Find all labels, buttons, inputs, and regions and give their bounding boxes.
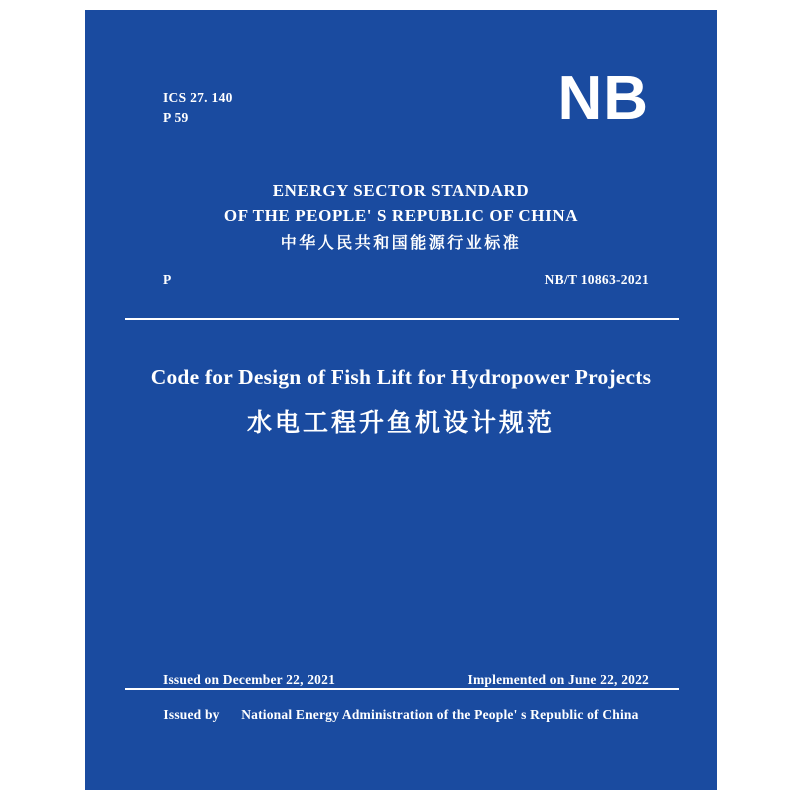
- ics-code: ICS 27. 140: [163, 90, 233, 105]
- issuer-label: Issued by: [163, 707, 220, 722]
- implemented-date: Implemented on June 22, 2022: [467, 672, 649, 687]
- standard-header-line3-chinese: 中华人民共和国能源行业标准: [280, 233, 522, 252]
- document-title-english: Code for Design of Fish Lift for Hydropower Projects: [150, 365, 652, 389]
- standard-cover: [85, 10, 717, 790]
- standard-header-line1: ENERGY SECTOR STANDARD: [272, 181, 530, 200]
- issued-date: Issued on December 22, 2021: [163, 672, 336, 687]
- nb-logo: NB: [557, 64, 649, 133]
- issuer-name: National Energy Administration of the People' s Republic of China: [241, 707, 639, 722]
- divider-bottom: [125, 688, 679, 690]
- document-title-chinese: 水电工程升鱼机设计规范: [246, 408, 555, 437]
- standard-meta-row: [163, 272, 649, 288]
- dates-row: [163, 672, 649, 688]
- standard-header-line2: OF THE PEOPLE' S REPUBLIC OF CHINA: [223, 206, 579, 225]
- category-letter: P: [163, 272, 172, 287]
- issuer-row: [85, 707, 717, 723]
- classification-code: P 59: [163, 110, 189, 125]
- divider-top: [125, 318, 679, 320]
- standard-number: NB/T 10863-2021: [544, 272, 649, 287]
- standard-header: [85, 178, 717, 258]
- document-title: [85, 362, 717, 440]
- classification-codes: [163, 88, 233, 128]
